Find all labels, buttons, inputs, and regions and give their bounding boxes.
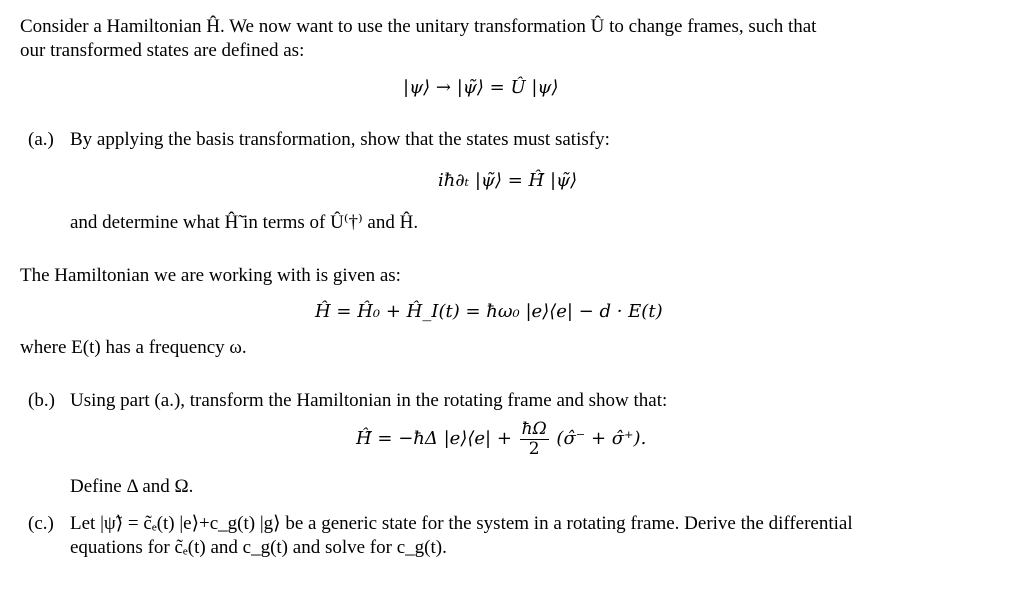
- frame-transformation-equation: |ψ⟩ → |ψ̃⟩ = Û |ψ⟩: [403, 77, 559, 98]
- part-b-equation-rhs: (σ̂⁻ + σ̂⁺).: [556, 428, 647, 450]
- part-b-fraction: [520, 420, 549, 458]
- part-b-equation: [356, 420, 646, 458]
- intro-line-1: Consider a Hamiltonian Ĥ. We now want to use the unitary transformation Û to change frames, such that: [20, 16, 817, 37]
- fraction-denominator: 2: [528, 438, 540, 459]
- part-b-label: (b.): [28, 390, 55, 411]
- intro-line-2: our transformed states are defined as:: [20, 40, 305, 61]
- part-a-equation: iħ∂ₜ |ψ̃⟩ = Ĥ̃ |ψ̃⟩: [438, 170, 578, 191]
- part-c-line-2: equations for c̃ₑ(t) and c_g(t) and solve for c_g(t).: [70, 537, 447, 558]
- part-a-label: (a.): [28, 129, 54, 150]
- hamiltonian-where: where E(t) has a frequency ω.: [20, 337, 247, 358]
- part-a-followup: and determine what Ĥ̃ in terms of Û⁽†⁾ and Ĥ.: [70, 212, 419, 233]
- hamiltonian-intro: The Hamiltonian we are working with is given as:: [20, 265, 401, 286]
- fraction-numerator: ħΩ: [521, 419, 547, 439]
- part-c-label: (c.): [28, 513, 54, 534]
- part-c-line-1: Let |ψ̃⟩ = c̃ₑ(t) |e⟩+c_g(t) |g⟩ be a generic state for the system in a rotating frame. Derive the differential: [70, 513, 853, 534]
- part-a-text: By applying the basis transformation, show that the states must satisfy:: [70, 129, 610, 150]
- part-b-define: Define Δ and Ω.: [70, 476, 194, 497]
- part-b-text: Using part (a.), transform the Hamiltonian in the rotating frame and show that:: [70, 390, 668, 411]
- hamiltonian-equation: Ĥ = Ĥ₀ + Ĥ_I(t) = ħω₀ |e⟩⟨e| − d · E(t): [315, 301, 663, 322]
- part-b-equation-lhs: Ĥ̃ = −ħΔ |e⟩⟨e| +: [356, 428, 512, 450]
